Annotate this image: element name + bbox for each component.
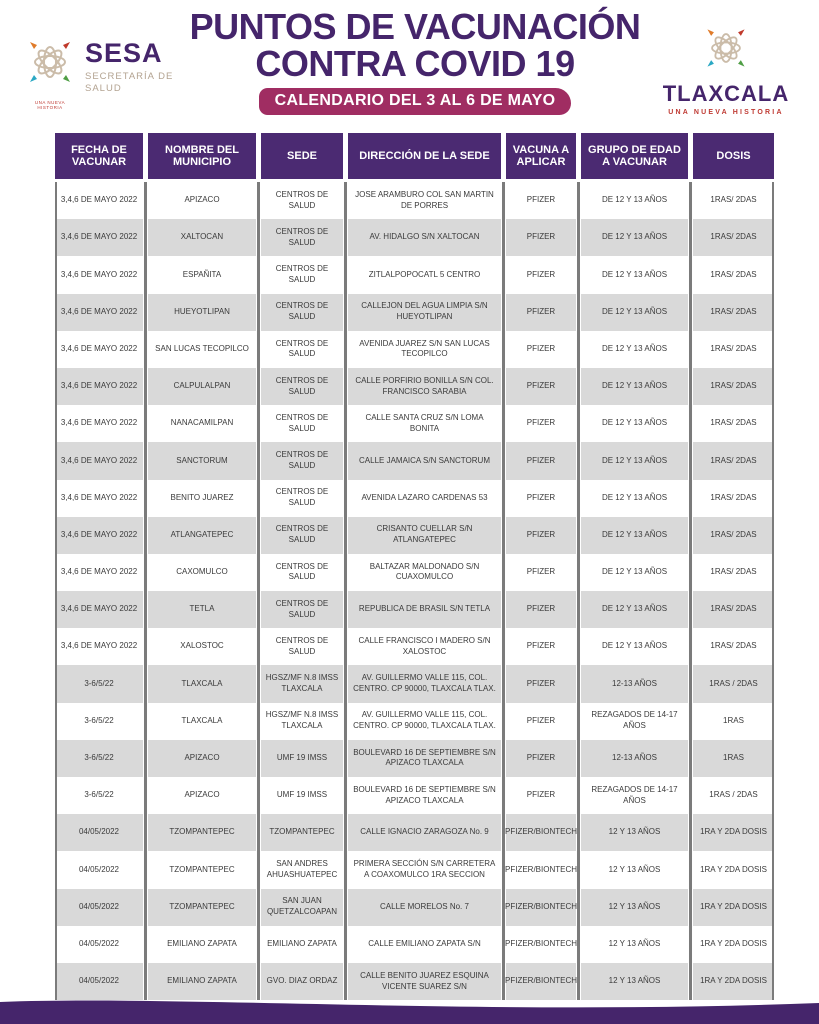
table-cell: BENITO JUAREZ [148, 480, 256, 517]
table-cell: CALLE EMILIANO ZAPATA S/N [348, 926, 501, 963]
table-row [55, 480, 774, 517]
table-cell: ATLANGATEPEC [148, 517, 256, 554]
table-cell: CENTROS DE SALUD [261, 331, 343, 368]
table-cell: 3,4,6 DE MAYO 2022 [55, 331, 143, 368]
table-cell: CRISANTO CUELLAR S/N ATLANGATEPEC [348, 517, 501, 554]
table-cell: 12 Y 13 AÑOS [581, 963, 688, 1000]
table-cell: CENTROS DE SALUD [261, 219, 343, 256]
table-cell: 1RA Y 2DA DOSIS [693, 926, 774, 963]
table-cell: DE 12 Y 13 AÑOS [581, 591, 688, 628]
table-cell: 1RAS/ 2DAS [693, 219, 774, 256]
table-cell: 3,4,6 DE MAYO 2022 [55, 591, 143, 628]
table-cell: PFIZER [506, 628, 576, 665]
column-separator-line [502, 182, 505, 1000]
table-cell: 1RAS/ 2DAS [693, 517, 774, 554]
table-cell: DE 12 Y 13 AÑOS [581, 442, 688, 479]
table-cell: APIZACO [148, 740, 256, 777]
table-cell: DE 12 Y 13 AÑOS [581, 219, 688, 256]
table-cell: SAN LUCAS TECOPILCO [148, 331, 256, 368]
table-cell: 3,4,6 DE MAYO 2022 [55, 517, 143, 554]
column-separator-line [257, 182, 260, 1000]
table-row [55, 368, 774, 405]
sesa-flower-icon [22, 34, 78, 110]
table-cell: ESPAÑITA [148, 256, 256, 293]
table-cell: CALLEJON DEL AGUA LIMPIA S/N HUEYOTLIPAN [348, 294, 501, 331]
column-separator-line [144, 182, 147, 1000]
table-cell: 04/05/2022 [55, 889, 143, 926]
table-cell: 1RAS/ 2DAS [693, 256, 774, 293]
table-row [55, 219, 774, 256]
table-cell: 3,4,6 DE MAYO 2022 [55, 405, 143, 442]
table-row [55, 740, 774, 777]
table-cell: CALPULALPAN [148, 368, 256, 405]
column-header-2: SEDE [261, 133, 343, 179]
table-row [55, 665, 774, 702]
table-cell: DE 12 Y 13 AÑOS [581, 405, 688, 442]
table-cell: AV. GUILLERMO VALLE 115, COL. CENTRO. CP 90000, TLAXCALA TLAX. [348, 665, 501, 702]
table-row [55, 926, 774, 963]
column-separator-line [55, 182, 58, 1000]
table-cell: EMILIANO ZAPATA [148, 926, 256, 963]
table-cell: PFIZER [506, 740, 576, 777]
table-cell: SANCTORUM [148, 442, 256, 479]
column-header-5: GRUPO DE EDAD A VACUNAR [581, 133, 688, 179]
table-row [55, 777, 774, 814]
table-cell: 12-13 AÑOS [581, 740, 688, 777]
table-cell: 1RAS/ 2DAS [693, 628, 774, 665]
table-cell: PFIZER [506, 294, 576, 331]
column-header-6: DOSIS [693, 133, 774, 179]
table-cell: HGSZ/MF N.8 IMSS TLAXCALA [261, 703, 343, 740]
table-cell: 04/05/2022 [55, 926, 143, 963]
table-cell: 3-6/5/22 [55, 777, 143, 814]
table-cell: PFIZER [506, 554, 576, 591]
table-row [55, 963, 774, 1000]
table-cell: 1RA Y 2DA DOSIS [693, 889, 774, 926]
table-cell: PFIZER/BIONTECH [506, 851, 576, 888]
table-row [55, 628, 774, 665]
sesa-subtitle: SECRETARÍA DE SALUD [85, 71, 174, 94]
vaccination-table [55, 133, 774, 1000]
sesa-acronym: SESA [85, 38, 163, 68]
table-cell: TLAXCALA [148, 703, 256, 740]
table-cell: PFIZER [506, 256, 576, 293]
table-cell: DE 12 Y 13 AÑOS [581, 294, 688, 331]
page-title-line2: CONTRA COVID 19 [255, 43, 575, 85]
table-cell: UMF 19 IMSS [261, 777, 343, 814]
table-cell: 04/05/2022 [55, 814, 143, 851]
table-cell: DE 12 Y 13 AÑOS [581, 182, 688, 219]
table-cell: XALTOCAN [148, 219, 256, 256]
table-cell: CALLE MORELOS No. 7 [348, 889, 501, 926]
table-row [55, 256, 774, 293]
table-cell: 1RAS/ 2DAS [693, 182, 774, 219]
table-cell: CALLE SANTA CRUZ S/N LOMA BONITA [348, 405, 501, 442]
table-cell: 1RAS [693, 703, 774, 740]
table-cell: AVENIDA LAZARO CARDENAS 53 [348, 480, 501, 517]
table-cell: CENTROS DE SALUD [261, 405, 343, 442]
table-cell: AVENIDA JUAREZ S/N SAN LUCAS TECOPILCO [348, 331, 501, 368]
table-row [55, 889, 774, 926]
table-cell: CALLE IGNACIO ZARAGOZA No. 9 [348, 814, 501, 851]
table-cell: PFIZER [506, 703, 576, 740]
tlaxcala-flower-icon [700, 22, 752, 74]
column-header-0: FECHA DE VACUNAR [55, 133, 143, 179]
table-cell: DE 12 Y 13 AÑOS [581, 628, 688, 665]
table-cell: APIZACO [148, 182, 256, 219]
table-row [55, 554, 774, 591]
table-cell: PFIZER/BIONTECH [506, 814, 576, 851]
table-cell: 1RAS/ 2DAS [693, 331, 774, 368]
table-cell: REPUBLICA DE BRASIL S/N TETLA [348, 591, 501, 628]
table-cell: GVO. DIAZ ORDAZ [261, 963, 343, 1000]
table-cell: TZOMPANTEPEC [148, 814, 256, 851]
table-cell: AV. HIDALGO S/N XALTOCAN [348, 219, 501, 256]
table-cell: 1RAS/ 2DAS [693, 554, 774, 591]
table-row [55, 331, 774, 368]
table-cell: 3,4,6 DE MAYO 2022 [55, 442, 143, 479]
title-block [170, 8, 660, 115]
table-cell: 04/05/2022 [55, 963, 143, 1000]
table-cell: 1RAS/ 2DAS [693, 591, 774, 628]
table-cell: PFIZER [506, 405, 576, 442]
table-cell: BOULEVARD 16 DE SEPTIEMBRE S/N APIZACO TLAXCALA [348, 777, 501, 814]
table-cell: TZOMPANTEPEC [148, 851, 256, 888]
table-cell: 1RAS/ 2DAS [693, 368, 774, 405]
table-cell: 3,4,6 DE MAYO 2022 [55, 480, 143, 517]
table-cell: REZAGADOS DE 14-17 AÑOS [581, 777, 688, 814]
table-cell: UMF 19 IMSS [261, 740, 343, 777]
page-title-line1: PUNTOS DE VACUNACIÓN [189, 6, 641, 47]
table-cell: 1RAS / 2DAS [693, 665, 774, 702]
table-cell: 3-6/5/22 [55, 703, 143, 740]
table-cell: DE 12 Y 13 AÑOS [581, 480, 688, 517]
table-cell: PFIZER [506, 480, 576, 517]
table-cell: 3-6/5/22 [55, 665, 143, 702]
table-cell: CENTROS DE SALUD [261, 517, 343, 554]
table-body [55, 182, 774, 1000]
table-cell: 3,4,6 DE MAYO 2022 [55, 182, 143, 219]
table-cell: EMILIANO ZAPATA [148, 963, 256, 1000]
table-cell: 3,4,6 DE MAYO 2022 [55, 628, 143, 665]
table-row [55, 182, 774, 219]
table-cell: CENTROS DE SALUD [261, 554, 343, 591]
table-cell: CENTROS DE SALUD [261, 368, 343, 405]
table-cell: PFIZER [506, 182, 576, 219]
table-cell: 12-13 AÑOS [581, 665, 688, 702]
table-cell: APIZACO [148, 777, 256, 814]
table-cell: PFIZER [506, 591, 576, 628]
table-cell: DE 12 Y 13 AÑOS [581, 554, 688, 591]
table-row [55, 591, 774, 628]
table-cell: 3,4,6 DE MAYO 2022 [55, 554, 143, 591]
table-cell: 3,4,6 DE MAYO 2022 [55, 368, 143, 405]
table-cell: 3,4,6 DE MAYO 2022 [55, 219, 143, 256]
table-cell: NANACAMILPAN [148, 405, 256, 442]
poster-header [0, 0, 819, 125]
table-cell: JOSE ARAMBURO COL SAN MARTIN DE PORRES [348, 182, 501, 219]
table-cell: PRIMERA SECCIÓN S/N CARRETERA A COAXOMULCO 1RA SECCION [348, 851, 501, 888]
table-row [55, 405, 774, 442]
table-cell: DE 12 Y 13 AÑOS [581, 256, 688, 293]
table-cell: 04/05/2022 [55, 851, 143, 888]
sesa-tagline: UNA NUEVA HISTORIA [34, 100, 66, 110]
column-header-3: DIRECCIÓN DE LA SEDE [348, 133, 501, 179]
table-cell: 12 Y 13 AÑOS [581, 889, 688, 926]
table-cell: PFIZER [506, 517, 576, 554]
table-cell: BALTAZAR MALDONADO S/N CUAXOMULCO [348, 554, 501, 591]
table-row [55, 442, 774, 479]
table-cell: REZAGADOS DE 14-17 AÑOS [581, 703, 688, 740]
table-cell: 1RAS/ 2DAS [693, 442, 774, 479]
table-cell: 3-6/5/22 [55, 740, 143, 777]
table-cell: DE 12 Y 13 AÑOS [581, 368, 688, 405]
table-cell: CENTROS DE SALUD [261, 480, 343, 517]
table-cell: AV. GUILLERMO VALLE 115, COL. CENTRO. CP 90000, TLAXCALA TLAX. [348, 703, 501, 740]
table-row [55, 294, 774, 331]
table-cell: CALLE FRANCISCO I MADERO S/N XALOSTOC [348, 628, 501, 665]
table-cell: CALLE JAMAICA S/N SANCTORUM [348, 442, 501, 479]
table-cell: CENTROS DE SALUD [261, 628, 343, 665]
table-cell: ZITLALPOPOCATL 5 CENTRO [348, 256, 501, 293]
table-cell: TLAXCALA [148, 665, 256, 702]
table-cell: HUEYOTLIPAN [148, 294, 256, 331]
table-row [55, 703, 774, 740]
table-cell: PFIZER [506, 331, 576, 368]
table-cell: 3,4,6 DE MAYO 2022 [55, 294, 143, 331]
column-separator-line [344, 182, 347, 1000]
column-header-1: NOMBRE DEL MUNICIPIO [148, 133, 256, 179]
tlaxcala-tagline: UNA NUEVA HISTORIA [668, 109, 784, 116]
table-cell: CENTROS DE SALUD [261, 591, 343, 628]
table-cell: PFIZER/BIONTECH [506, 889, 576, 926]
table-cell: 1RAS/ 2DAS [693, 405, 774, 442]
table-cell: 1RA Y 2DA DOSIS [693, 814, 774, 851]
table-cell: 12 Y 13 AÑOS [581, 814, 688, 851]
table-cell: CALLE BENITO JUAREZ ESQUINA VICENTE SUAREZ S/N [348, 963, 501, 1000]
column-separator-line [689, 182, 692, 1000]
table-cell: BOULEVARD 16 DE SEPTIEMBRE S/N APIZACO TLAXCALA [348, 740, 501, 777]
table-cell: CALLE PORFIRIO BONILLA S/N COL. FRANCISCO SARABIA [348, 368, 501, 405]
table-cell: PFIZER [506, 442, 576, 479]
table-cell: 1RAS/ 2DAS [693, 480, 774, 517]
table-cell: CENTROS DE SALUD [261, 294, 343, 331]
sesa-logo [22, 34, 175, 110]
table-cell: EMILIANO ZAPATA [261, 926, 343, 963]
table-cell: TETLA [148, 591, 256, 628]
table-cell: HGSZ/MF N.8 IMSS TLAXCALA [261, 665, 343, 702]
table-cell: DE 12 Y 13 AÑOS [581, 331, 688, 368]
table-cell: PFIZER/BIONTECH [506, 926, 576, 963]
table-row [55, 814, 774, 851]
table-cell: DE 12 Y 13 AÑOS [581, 517, 688, 554]
table-header-row [55, 133, 774, 179]
table-cell: PFIZER/BIONTECH [506, 963, 576, 1000]
tlaxcala-name: TLAXCALA [662, 81, 790, 106]
table-cell: 12 Y 13 AÑOS [581, 926, 688, 963]
table-cell: PFIZER [506, 368, 576, 405]
table-cell: 1RAS/ 2DAS [693, 294, 774, 331]
tlaxcala-logo [661, 22, 791, 116]
table-cell: PFIZER [506, 665, 576, 702]
table-row [55, 851, 774, 888]
table-cell: SAN ANDRES AHUASHUATEPEC [261, 851, 343, 888]
table-cell: 3,4,6 DE MAYO 2022 [55, 256, 143, 293]
table-cell: 1RAS / 2DAS [693, 777, 774, 814]
calendar-banner: CALENDARIO DEL 3 AL 6 DE MAYO [259, 88, 572, 115]
table-cell: PFIZER [506, 777, 576, 814]
table-row [55, 517, 774, 554]
table-cell: 1RAS [693, 740, 774, 777]
column-separator-line [772, 182, 775, 1000]
table-cell: CENTROS DE SALUD [261, 442, 343, 479]
table-cell: TZOMPANTEPEC [261, 814, 343, 851]
column-separator-line [577, 182, 580, 1000]
table-cell: 12 Y 13 AÑOS [581, 851, 688, 888]
table-cell: PFIZER [506, 219, 576, 256]
table-cell: CAXOMULCO [148, 554, 256, 591]
table-cell: CENTROS DE SALUD [261, 256, 343, 293]
table-cell: SAN JUAN QUETZALCOAPAN [261, 889, 343, 926]
table-cell: 1RA Y 2DA DOSIS [693, 851, 774, 888]
table-cell: 1RA Y 2DA DOSIS [693, 963, 774, 1000]
table-cell: XALOSTOC [148, 628, 256, 665]
column-header-4: VACUNA A APLICAR [506, 133, 576, 179]
table-cell: TZOMPANTEPEC [148, 889, 256, 926]
table-cell: CENTROS DE SALUD [261, 182, 343, 219]
